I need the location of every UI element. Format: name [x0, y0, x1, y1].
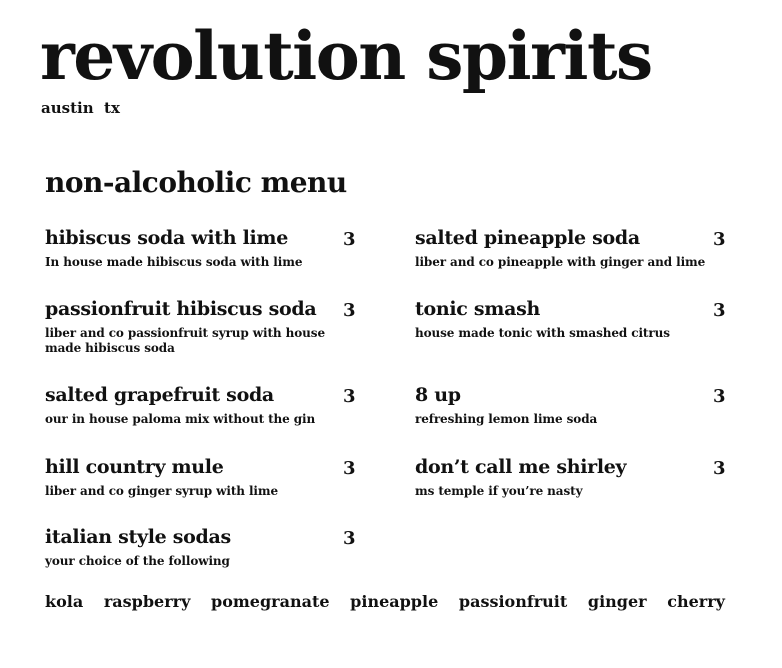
item-price: 3	[713, 386, 726, 407]
flavor-list	[45, 592, 725, 612]
item-name: hibiscus soda with lime	[45, 227, 289, 249]
item-name: salted grapefruit soda	[45, 384, 274, 406]
item-description: liber and co pineapple with ginger and lime	[415, 255, 706, 269]
flavor-item: passionfruit	[458, 592, 568, 611]
item-name: don’t call me shirley	[415, 456, 627, 478]
item-description: your choice of the following	[45, 554, 230, 568]
item-price: 3	[343, 300, 356, 321]
item-price: 3	[343, 528, 356, 549]
item-price: 3	[713, 300, 726, 321]
item-price: 3	[343, 229, 356, 250]
brand-location: austin tx	[41, 99, 120, 117]
menu-heading: non-alcoholic menu	[45, 166, 347, 199]
item-price: 3	[713, 458, 726, 479]
flavor-item: kola	[45, 592, 84, 611]
item-description: In house made hibiscus soda with lime	[45, 255, 303, 269]
item-description: our in house paloma mix without the gin	[45, 412, 316, 426]
brand-title: revolution spirits	[40, 17, 652, 95]
flavor-item: ginger	[587, 592, 647, 611]
item-description: liber and co passionfruit syrup with house made hibiscus soda	[45, 326, 325, 355]
flavor-item: pomegranate	[211, 592, 330, 611]
item-description: ms temple if you’re nasty	[415, 484, 583, 498]
item-name: tonic smash	[415, 298, 540, 320]
item-price: 3	[343, 458, 356, 479]
flavor-item: raspberry	[103, 592, 191, 611]
item-name: italian style sodas	[45, 526, 231, 548]
flavor-item: cherry	[667, 592, 725, 611]
item-price: 3	[343, 386, 356, 407]
item-description: house made tonic with smashed citrus	[415, 326, 670, 340]
item-name: 8 up	[415, 384, 461, 406]
item-description: liber and co ginger syrup with lime	[45, 484, 279, 498]
item-name: hill country mule	[45, 456, 224, 478]
item-name: salted pineapple soda	[415, 227, 640, 249]
flavor-item: pineapple	[350, 592, 439, 611]
item-description: refreshing lemon lime soda	[415, 412, 598, 426]
item-price: 3	[713, 229, 726, 250]
item-name: passionfruit hibiscus soda	[45, 298, 317, 320]
